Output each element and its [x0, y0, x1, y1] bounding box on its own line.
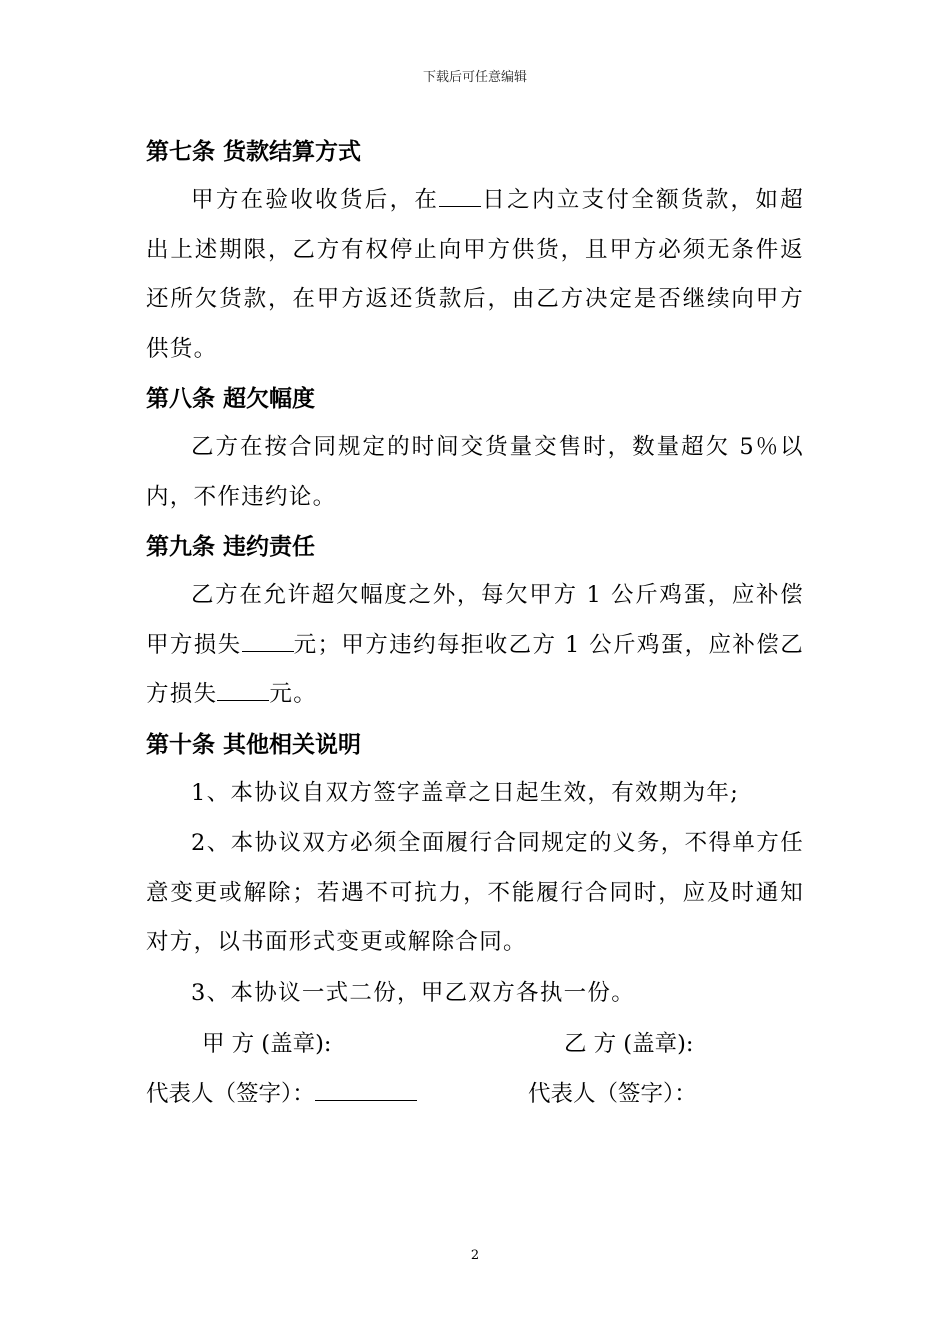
article-10-item-3: 3、本协议一式二份，甲乙双方各执一份。: [191, 979, 636, 1006]
article-9-title: 第九条 违约责任: [146, 534, 316, 560]
article-10-item-2: 2、本协议双方必须全面履行合同规定的义务，不得单方任意变更或解除；若遇不可抗力，不能履行合同时，应及时通知对方，以书面形式变更或解除合同。: [146, 830, 804, 955]
article-9-text-c: 元。: [269, 681, 318, 707]
article-9-text-b: 元；甲方违约每拒收乙方 1 公斤鸡蛋，应补偿乙方损失: [146, 631, 804, 707]
article-7-title: 第七条 货款结算方式: [146, 139, 362, 165]
article-10-item-1: 1、本协议自双方签字盖章之日起生效，有效期为年;: [191, 779, 740, 806]
article-7-paragraph: [146, 176, 804, 374]
party-a-representative-label: 代表人（签字）：: [146, 1081, 315, 1107]
page-number: 2: [470, 1248, 480, 1263]
compensation-a-blank: [242, 629, 294, 652]
article-7-text-b: 日之内立支付全额货款，如超出上述期限，乙方有权停止向甲方供货，且甲方必须无条件返还所欠货款，在甲方返还货款后，由乙方决定是否继续向甲方供货。: [146, 187, 804, 362]
party-a-representative: [146, 1069, 417, 1119]
article-10-title: 第十条 其他相关说明: [146, 731, 362, 758]
party-b-representative-label: 代表人（签字）：: [528, 1081, 697, 1107]
compensation-b-blank: [217, 678, 269, 701]
document-body: [146, 128, 804, 1119]
article-9-paragraph: [146, 571, 804, 720]
party-a-signature-blank: [315, 1078, 417, 1101]
article-9-text-a: 乙方在允许超欠幅度之外，每欠甲方 1 公斤鸡蛋，应补偿甲方损失: [146, 582, 804, 658]
representative-row: [146, 1069, 804, 1119]
party-a-seal-label: 甲 方 (盖章):: [202, 1031, 332, 1057]
article-7-text-a: 甲方在验收收货后，在: [191, 187, 440, 213]
page-header: 下载后可任意编辑: [422, 70, 527, 85]
seal-row: [146, 1019, 804, 1069]
days-blank: [439, 184, 481, 207]
party-b-seal-label: 乙 方 (盖章):: [564, 1031, 694, 1057]
article-8-paragraph: 乙方在按合同规定的时间交货量交售时，数量超欠 5％以内，不作违约论。: [146, 434, 804, 510]
article-8-title: 第八条 超欠幅度: [146, 386, 316, 412]
